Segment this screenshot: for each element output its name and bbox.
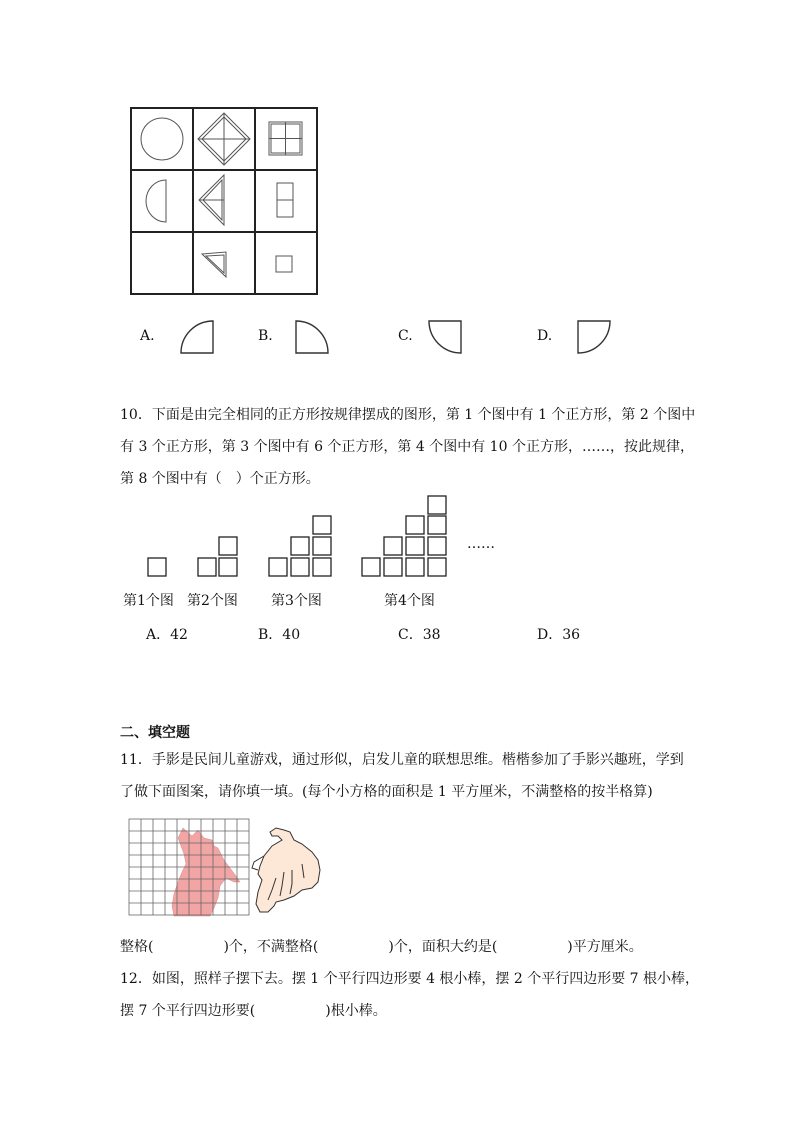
fig-label-1: 第1个图 [123,593,174,609]
fig-label-4: 第4个图 [384,593,435,609]
square-staircase-figure [140,494,520,584]
square-cell [384,558,402,576]
q11-answer-line: 整格( )个，不满整格( )个，面积大约是( )平方厘米。 [120,939,643,955]
q12-line-2: 摆 7 个平行四边形要( )根小棒。 [120,1003,387,1019]
q10-line-2: 有 3 个正方形，第 3 个图中有 6 个正方形，第 4 个图中有 10 个正方形，……，按此规律， [120,439,694,455]
q10-option-b[interactable]: B．40 [258,627,301,643]
square-cell [313,537,331,555]
half-square-shape [277,183,293,217]
square-cell [219,537,237,555]
option-d-quarter-circle-icon[interactable] [575,318,613,356]
q10-option-d[interactable]: D．36 [537,627,581,643]
quarter-diamond-shape [202,252,226,277]
q10-line-3: 第 8 个图中有（ ）个正方形。 [120,471,320,487]
q11-line-1: 11．手影是民间儿童游戏，通过形似，启发儿童的联想思维。楷楷参加了手影兴趣班，学到 [120,752,684,768]
option-d-label[interactable]: D. [537,328,553,344]
option-a-label[interactable]: A. [140,328,155,344]
pattern-grid-figure [128,105,320,297]
fig-label-2: 第2个图 [187,593,238,609]
ellipsis-text: …… [467,536,495,552]
square-cell [219,558,237,576]
section-heading: 二、填空题 [120,725,190,741]
square-cell [406,558,424,576]
square-cell [269,558,287,576]
q10-option-a[interactable]: A．42 [146,627,188,643]
quarter-square-shape [276,256,292,272]
square-cell [198,558,216,576]
square-cell [313,558,331,576]
q10-line-1: 10．下面是由完全相同的正方形按规律摆成的图形，第 1 个图中有 1 个正方形，第 2 个图中 [120,407,696,423]
q10-option-c[interactable]: C．38 [398,627,441,643]
q11-line-2: 了做下面图案，请你填一填。(每个小方格的面积是 1 平方厘米，不满整格的按半格算) [120,784,653,800]
area-grid [129,819,249,915]
square-cell [406,537,424,555]
square-cell [291,558,309,576]
square-cell [406,516,424,534]
half-diamond-shape [199,175,224,225]
hand-illustration [252,828,320,912]
circle-shape [141,118,183,160]
square-cell [313,516,331,534]
square-cross-shape [269,122,302,155]
option-b-quarter-circle-icon[interactable] [293,318,331,356]
square-cell [362,558,380,576]
half-circle-shape [146,180,166,222]
square-cell [428,496,446,514]
square-cell [148,558,166,576]
fig-label-3: 第3个图 [271,593,322,609]
hand-shadow-figure [126,816,326,920]
square-cell [428,558,446,576]
option-c-label[interactable]: C. [398,328,413,344]
square-cell [291,537,309,555]
square-cell [428,516,446,534]
q12-line-1: 12．如图，照样子摆下去。摆 1 个平行四边形要 4 根小棒，摆 2 个平行四边形要 7 根小棒， [120,971,700,987]
option-b-label[interactable]: B. [258,328,273,344]
square-cell [384,537,402,555]
diamond-shape [198,113,250,165]
square-cell [428,537,446,555]
option-c-quarter-circle-icon[interactable] [426,318,464,356]
option-a-quarter-circle-icon[interactable] [178,318,216,356]
